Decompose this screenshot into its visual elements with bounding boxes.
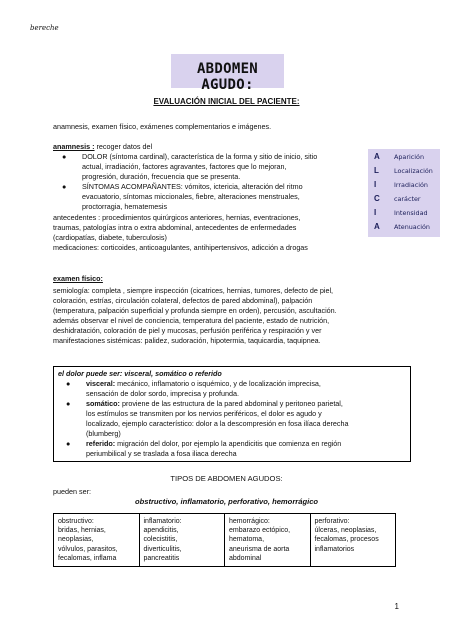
cell-line: obstructivo:	[58, 518, 94, 525]
mnemonic-word: Localización	[394, 167, 433, 175]
mnemonic-letter: I	[374, 208, 377, 217]
anamnesis-label: anamnesis :	[53, 142, 95, 151]
antecedentes-line: antecedentes : procedimientos quirúrgicos anteriores, hernias, eventraciones,	[53, 213, 301, 222]
exam-line: además observar el nivel de conciencia, temperatura del paciente, estado de nutrición,	[53, 316, 330, 325]
types-table	[53, 513, 396, 567]
mnemonic-row	[372, 193, 440, 207]
exam-label: examen físico:	[53, 274, 103, 283]
exam-heading	[53, 274, 103, 284]
pain-item-line	[86, 439, 341, 449]
cell-line: inflamatorios	[314, 545, 355, 553]
anamnesis-bullet-line: evacuatorio, síntomas miccionales, fiebre, alteraciones menstruales,	[82, 192, 300, 201]
exam-line: semiología: completa , siempre inspección (cicatrices, hernias, tumores, defecto de piel,	[53, 286, 334, 295]
anamnesis-bullet-line: DOLOR (síntoma cardinal), característica de la forma y sitio de inicio, sitio	[82, 152, 318, 161]
pain-item-line	[86, 379, 321, 389]
cell-line: diverticulitis,	[143, 545, 182, 553]
mnemonic-row	[372, 207, 440, 221]
mnemonic-row	[372, 165, 440, 179]
table-row	[54, 514, 396, 567]
pain-item-line	[86, 399, 343, 409]
pain-term: visceral:	[86, 379, 116, 388]
pain-item-line: (blumberg)	[86, 429, 121, 438]
author-name: bereche	[30, 24, 59, 32]
title-banner	[171, 54, 284, 93]
cell-line: hematoma,	[229, 536, 265, 544]
mnemonic-word: Irradiación	[394, 181, 428, 189]
mnemonic-letter: A	[374, 222, 380, 231]
page-title: ABDOMEN AGUDO:	[196, 61, 259, 93]
mnemonic-word: Aparición	[394, 153, 424, 161]
anamnesis-bullet-line: SÍNTOMAS ACOMPAÑANTES: vómitos, ictericia, alteración del ritmo	[82, 182, 303, 191]
cell-line: inflamatorio:	[143, 518, 182, 525]
types-list: obstructivo, inflamatorio, perforativo, hemorrágico	[134, 497, 319, 506]
cell-line: perforativo:	[314, 518, 350, 525]
anamnesis-bullet-line: proctorragia, hematemesis	[82, 202, 168, 211]
pain-text: proviene de las estructura de la pared abdominal y peritoneo parietal,	[119, 399, 343, 408]
table-cell	[54, 514, 140, 567]
mnemonic-row	[372, 179, 440, 193]
cell-line: hemorrágico:	[229, 518, 270, 525]
cell-line: abdominal	[229, 554, 262, 562]
cell-line: fecalomas, procesos	[314, 536, 379, 544]
cell-line: bridas, hernias,	[58, 527, 106, 535]
cell-line: embarazo ectópico,	[229, 527, 291, 535]
pain-item-line: sensación de dolor sordo, imprecisa y profunda.	[86, 389, 240, 398]
mnemonic-row	[372, 221, 440, 235]
pain-item-line: los estímulos se transmiten por los nervios periféricos, el dolor es agudo y	[86, 409, 322, 418]
exam-line: coloración, estrías, circulación colateral, defectos de pared abdominal), palpación	[53, 296, 313, 305]
pain-box-heading: el dolor puede ser: visceral, somático o referido	[58, 369, 222, 378]
types-heading: TIPOS DE ABDOMEN AGUDOS:	[170, 474, 283, 483]
antecedentes-line: traumas, patologías intra o extra abdominal, antecedentes de enfermedades	[53, 223, 297, 232]
pain-text: migración del dolor, por ejemplo la apendicitis que comienza en región	[115, 439, 342, 448]
anamnesis-bullet-line: progresión, duración, frecuencia que se presenta.	[82, 172, 241, 181]
bullet-dot: ●	[62, 152, 67, 161]
mnemonic-letter: C	[374, 194, 380, 203]
anamnesis-text: recoger datos del	[94, 142, 153, 151]
mnemonic-letter: A	[374, 152, 380, 161]
bullet-dot: ●	[66, 439, 71, 448]
mnemonic-letter: L	[374, 166, 379, 175]
cell-line: úlceras, neoplasias,	[314, 527, 377, 535]
table-cell	[225, 514, 311, 567]
cell-line: fecalomas, inflama	[58, 554, 117, 562]
medicaciones-line: medicaciones: corticoides, anticoagulantes, antihipertensivos, adicción a drogas	[53, 243, 308, 252]
cell-line: apendicitis,	[143, 527, 179, 535]
mnemonic-row	[372, 151, 440, 165]
mnemonic-word: Atenuación	[394, 223, 430, 231]
page-number: 1	[394, 602, 399, 611]
pain-item-line: localizado, ejemplo característico: dolor a la descompresión en fosa ilíaca derecha	[86, 419, 349, 428]
bullet-dot: ●	[62, 182, 67, 191]
cell-line: aneurisma de aorta	[229, 545, 290, 553]
exam-line: (temperatura, palpación superficial y profunda siempre en orden), percusión, ascultación.	[53, 306, 337, 315]
pain-term: referido:	[86, 439, 116, 448]
cell-line: neoplasias,	[58, 536, 94, 544]
exam-line: manifestaciones sistémicas: palidez, sudoración, hipotermia, taquicardia, taquipnea.	[53, 336, 321, 345]
cell-line: pancreatitis	[143, 554, 180, 562]
types-intro: pueden ser:	[53, 487, 91, 496]
cell-line: vólvulos, parasitos,	[58, 545, 118, 553]
intro-text: anamnesis, examen físico, exámenes complementarios e imágenes.	[53, 122, 272, 131]
pain-type-box	[53, 366, 411, 462]
pain-term: somático:	[86, 399, 120, 408]
table-cell	[310, 514, 396, 567]
anamnesis-line	[53, 142, 152, 152]
anamnesis-bullet-line: actual, irradiación, factores agravantes, factores que lo mejoran,	[82, 162, 287, 171]
pain-item-line: periumbilical y se traslada a fosa iliaca derecha	[86, 449, 237, 458]
table-cell	[139, 514, 225, 567]
bullet-dot: ●	[66, 379, 71, 388]
alicia-mnemonic-card	[368, 149, 440, 237]
antecedentes-line: (cardiopatías, diabete, tuberculosis)	[53, 233, 167, 242]
mnemonic-word: carácter	[394, 195, 421, 203]
mnemonic-word: Intensidad	[394, 209, 428, 217]
mnemonic-letter: I	[374, 180, 377, 189]
cell-line: colecistitis,	[143, 536, 178, 544]
evaluation-heading: EVALUACIÓN INICIAL DEL PACIENTE:	[153, 97, 300, 106]
pain-text: mecánico, inflamatorio o isquémico, y de localización imprecisa,	[115, 379, 321, 388]
exam-line: deshidratación, coloración de piel y mucosas, perfusión periférica y respiración y ver	[53, 326, 322, 335]
bullet-dot: ●	[66, 399, 71, 408]
